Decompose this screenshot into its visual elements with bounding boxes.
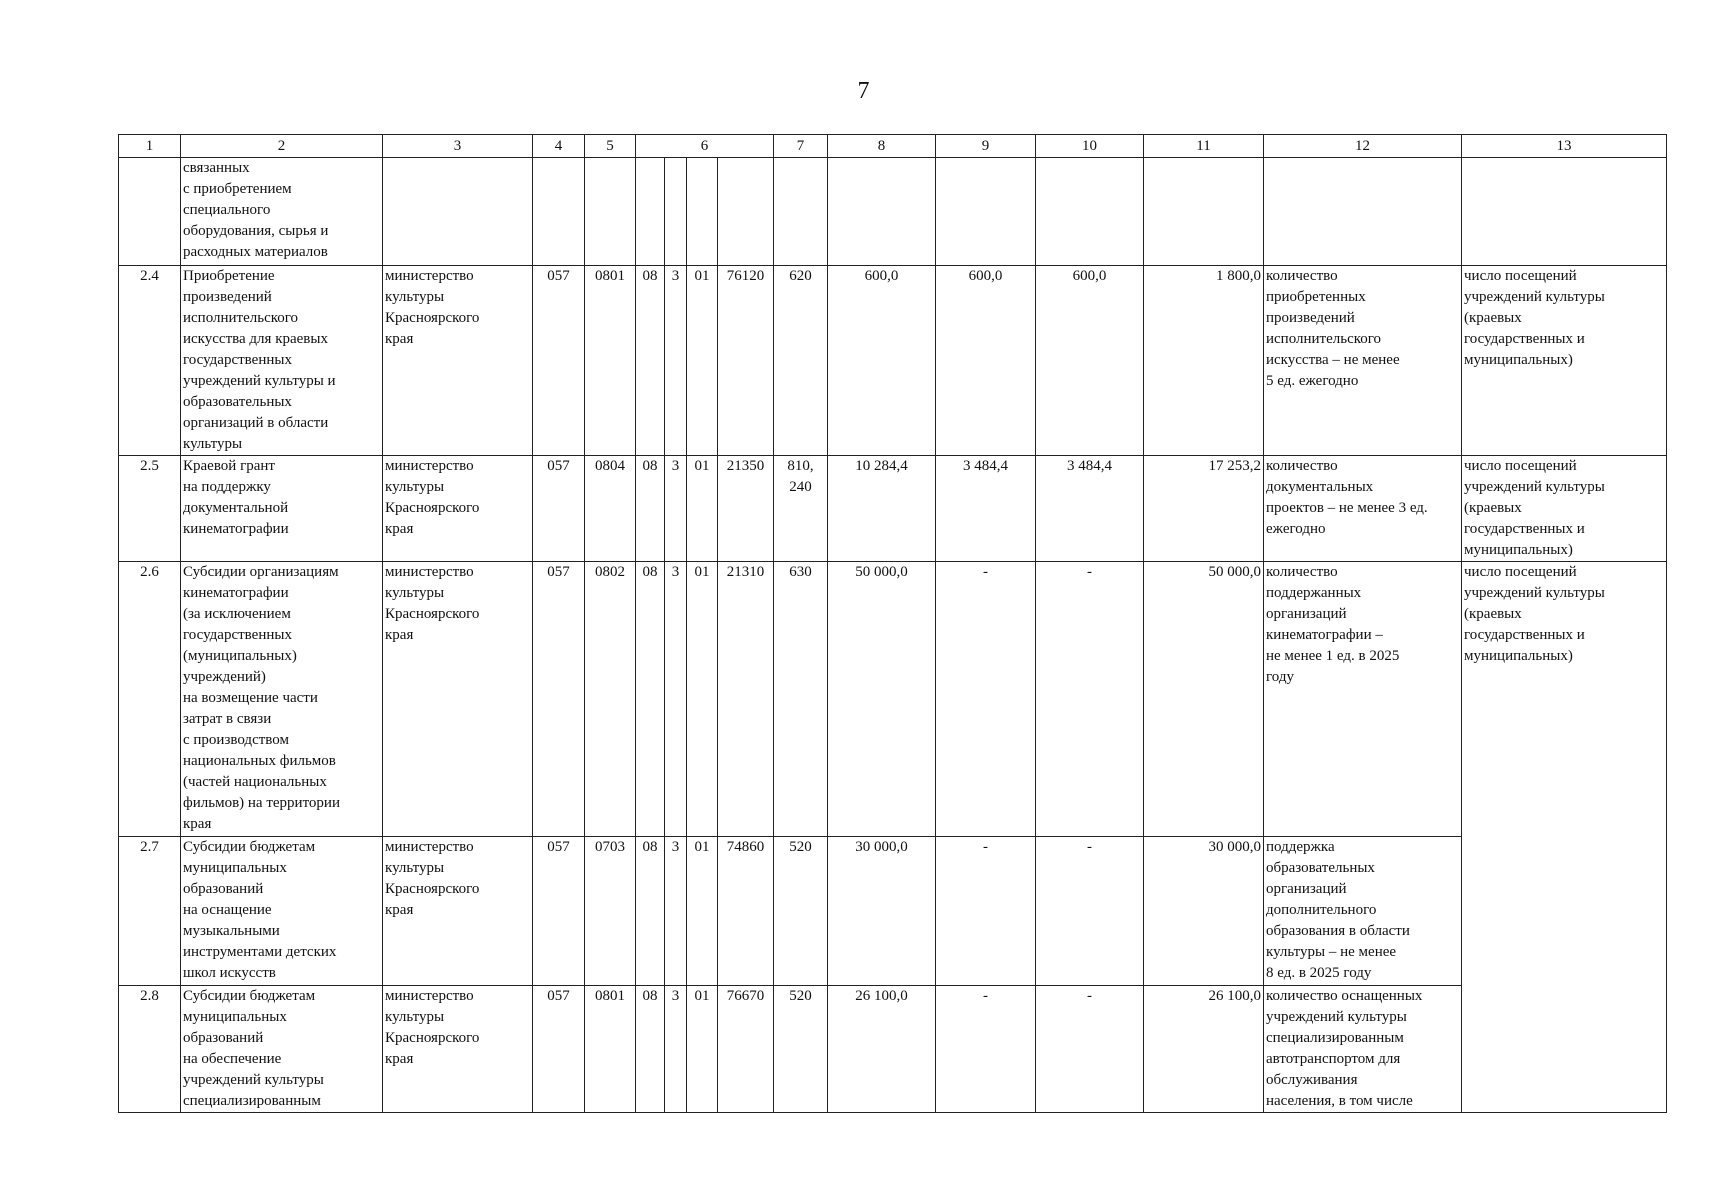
cell-executor (383, 158, 533, 266)
cell-vr: 520 (774, 986, 828, 1113)
cell-y2026: - (936, 562, 1036, 837)
cell-num: 2.7 (119, 837, 181, 986)
cell-grbs: 057 (533, 266, 585, 456)
cell-y2026: - (936, 986, 1036, 1113)
header-cell: 6 (636, 135, 774, 158)
cell-vr: 630 (774, 562, 828, 837)
cell-csr-1: 08 (636, 986, 665, 1113)
cell-executor: министерство культуры Красноярского края (383, 266, 533, 456)
cell-name: Приобретение произведений исполнительского искусства для краевых государственных учреждений культуры и образовательных организаций в области культуры (181, 266, 383, 456)
cell-total: 30 000,0 (1144, 837, 1264, 986)
cell-executor: министерство культуры Красноярского края (383, 837, 533, 986)
header-cell: 8 (828, 135, 936, 158)
cell-y2026: - (936, 837, 1036, 986)
cell-name: связанных с приобретением специального оборудования, сырья и расходных материалов (181, 158, 383, 266)
cell-csr-1 (636, 158, 665, 266)
cell-result: поддержка образовательных организаций дополнительного образования в области культуры – не менее 8 ед. в 2025 году (1264, 837, 1462, 986)
cell-y2027 (1036, 158, 1144, 266)
cell-csr-2: 3 (665, 986, 687, 1113)
cell-executor: министерство культуры Красноярского края (383, 562, 533, 837)
cell-grbs (533, 158, 585, 266)
cell-name: Субсидии бюджетам муниципальных образований на обеспечение учреждений культуры специализированным (181, 986, 383, 1113)
cell-rzpr: 0802 (585, 562, 636, 837)
cell-grbs: 057 (533, 456, 585, 562)
cell-y2027: 3 484,4 (1036, 456, 1144, 562)
cell-y2025: 26 100,0 (828, 986, 936, 1113)
cell-vr: 620 (774, 266, 828, 456)
table-row (119, 456, 1667, 562)
cell-grbs: 057 (533, 986, 585, 1113)
cell-csr-1: 08 (636, 266, 665, 456)
cell-csr-3: 01 (687, 986, 718, 1113)
cell-result: количество оснащенных учреждений культуры специализированным автотранспортом для обслуживания населения, в том числе (1264, 986, 1462, 1113)
header-cell: 3 (383, 135, 533, 158)
table-row (119, 266, 1667, 456)
cell-executor: министерство культуры Красноярского края (383, 456, 533, 562)
cell-rzpr: 0804 (585, 456, 636, 562)
header-cell: 10 (1036, 135, 1144, 158)
cell-result: количество документальных проектов – не менее 3 ед. ежегодно (1264, 456, 1462, 562)
cell-y2026: 3 484,4 (936, 456, 1036, 562)
cell-executor: министерство культуры Красноярского края (383, 986, 533, 1113)
cell-csr-2: 3 (665, 456, 687, 562)
budget-table (118, 134, 1667, 1113)
cell-csr-1: 08 (636, 837, 665, 986)
cell-num: 2.8 (119, 986, 181, 1113)
cell-csr-3: 01 (687, 837, 718, 986)
cell-csr-1: 08 (636, 562, 665, 837)
cell-vr: 810, 240 (774, 456, 828, 562)
cell-indicator (1462, 158, 1667, 266)
header-cell: 5 (585, 135, 636, 158)
cell-num: 2.4 (119, 266, 181, 456)
cell-y2027: 600,0 (1036, 266, 1144, 456)
cell-csr-3: 01 (687, 266, 718, 456)
cell-csr-1: 08 (636, 456, 665, 562)
cell-y2026: 600,0 (936, 266, 1036, 456)
cell-csr-2: 3 (665, 266, 687, 456)
cell-y2027: - (1036, 837, 1144, 986)
header-cell: 7 (774, 135, 828, 158)
cell-y2025: 30 000,0 (828, 837, 936, 986)
cell-csr-4: 74860 (718, 837, 774, 986)
header-cell: 11 (1144, 135, 1264, 158)
page-number: 7 (857, 78, 870, 104)
cell-vr (774, 158, 828, 266)
cell-y2025 (828, 158, 936, 266)
header-cell: 12 (1264, 135, 1462, 158)
cell-vr: 520 (774, 837, 828, 986)
cell-rzpr: 0801 (585, 986, 636, 1113)
cell-y2025: 10 284,4 (828, 456, 936, 562)
table-row (119, 837, 1667, 986)
cell-csr-4: 76120 (718, 266, 774, 456)
cell-name: Субсидии организациям кинематографии (за исключением государственных (муниципальных) учреждений) на возмещение части затрат в связи с производством национальных фильмов (частей национальных фильмов) на территории края (181, 562, 383, 837)
cell-name: Субсидии бюджетам муниципальных образований на оснащение музыкальными инструментами детских школ искусств (181, 837, 383, 986)
cell-csr-3: 01 (687, 562, 718, 837)
cell-csr-3 (687, 158, 718, 266)
cell-csr-4 (718, 158, 774, 266)
cell-total: 50 000,0 (1144, 562, 1264, 837)
cell-result: количество поддержанных организаций кинематографии – не менее 1 ед. в 2025 году (1264, 562, 1462, 837)
header-cell: 1 (119, 135, 181, 158)
cell-grbs: 057 (533, 562, 585, 837)
cell-csr-4: 21350 (718, 456, 774, 562)
cell-name: Краевой грант на поддержку документальной кинематографии (181, 456, 383, 562)
cell-total: 1 800,0 (1144, 266, 1264, 456)
cell-num (119, 158, 181, 266)
cell-grbs: 057 (533, 837, 585, 986)
cell-rzpr: 0703 (585, 837, 636, 986)
header-cell: 2 (181, 135, 383, 158)
cell-csr-3: 01 (687, 456, 718, 562)
cell-rzpr: 0801 (585, 266, 636, 456)
cell-csr-2 (665, 158, 687, 266)
cell-csr-4: 21310 (718, 562, 774, 837)
cell-csr-4: 76670 (718, 986, 774, 1113)
cell-csr-2: 3 (665, 562, 687, 837)
header-row (119, 135, 1667, 158)
header-cell: 9 (936, 135, 1036, 158)
cell-total (1144, 158, 1264, 266)
cell-indicator: число посещений учреждений культуры (краевых государственных и муниципальных) (1462, 266, 1667, 456)
cell-indicator: число посещений учреждений культуры (краевых государственных и муниципальных) (1462, 456, 1667, 562)
cell-y2027: - (1036, 986, 1144, 1113)
cell-indicator: число посещений учреждений культуры (краевых государственных и муниципальных) (1462, 562, 1667, 1113)
cell-result: количество приобретенных произведений исполнительского искусства – не менее 5 ед. ежегодно (1264, 266, 1462, 456)
table-row (119, 562, 1667, 837)
cell-result (1264, 158, 1462, 266)
cell-total: 26 100,0 (1144, 986, 1264, 1113)
cell-csr-2: 3 (665, 837, 687, 986)
cell-num: 2.5 (119, 456, 181, 562)
cell-total: 17 253,2 (1144, 456, 1264, 562)
cell-rzpr (585, 158, 636, 266)
cell-y2025: 50 000,0 (828, 562, 936, 837)
header-cell: 4 (533, 135, 585, 158)
cell-y2025: 600,0 (828, 266, 936, 456)
table-row (119, 986, 1667, 1113)
table-row (119, 158, 1667, 266)
header-cell: 13 (1462, 135, 1667, 158)
cell-y2026 (936, 158, 1036, 266)
cell-num: 2.6 (119, 562, 181, 837)
cell-y2027: - (1036, 562, 1144, 837)
